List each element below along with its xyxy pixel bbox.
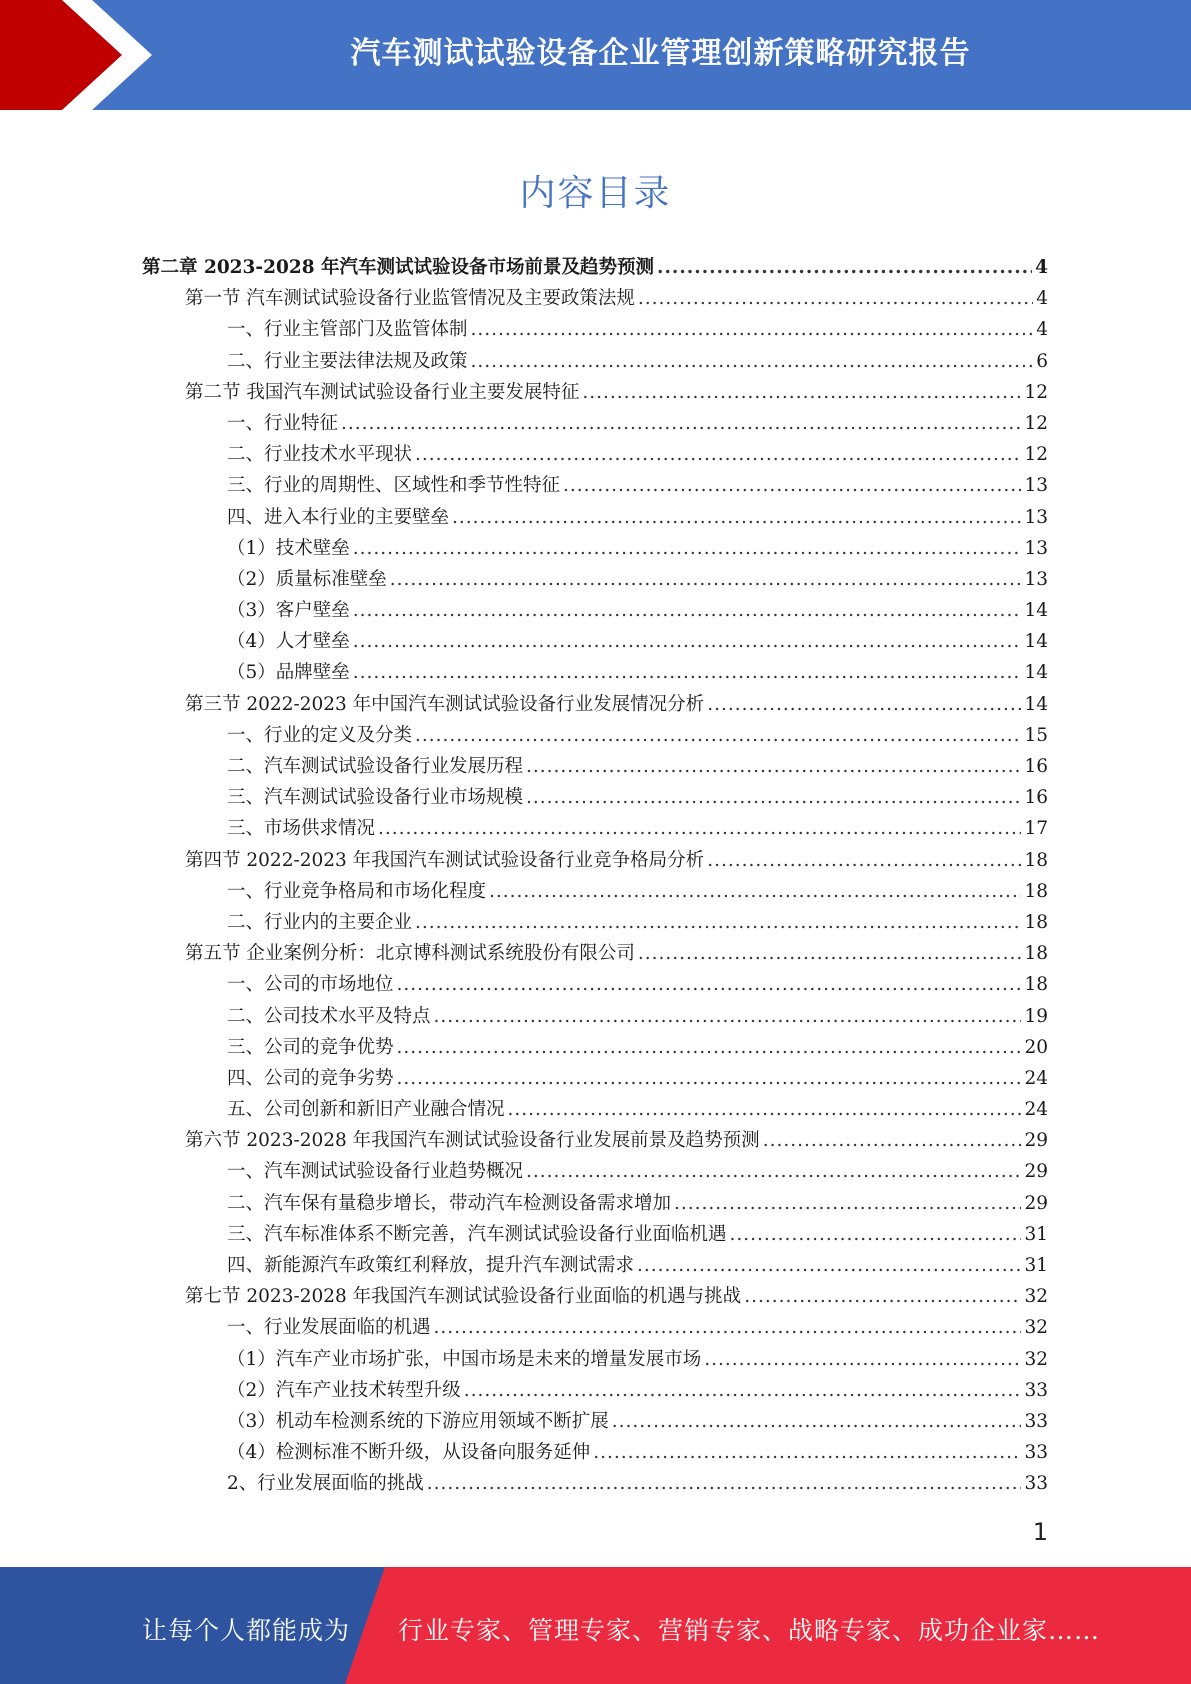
toc-entry[interactable]: [142, 939, 1048, 970]
toc-entry[interactable]: [142, 690, 1048, 721]
toc-leader-dots: [471, 351, 1034, 372]
toc-leader-dots: [704, 1349, 1021, 1370]
toc-entry-page: 14: [1024, 600, 1048, 622]
toc-entry-page: 12: [1024, 444, 1048, 466]
toc-entry[interactable]: [142, 471, 1048, 502]
toc-entry-title: 第五节 企业案例分析：北京博科测试系统股份有限公司: [185, 943, 635, 965]
toc-entry-page: 29: [1024, 1192, 1048, 1214]
toc-leader-dots: [657, 257, 1032, 278]
toc-entry[interactable]: [142, 1407, 1048, 1438]
toc-entry-page: 29: [1024, 1130, 1048, 1152]
toc-leader-dots: [353, 662, 1022, 683]
toc-leader-dots: [489, 881, 1021, 902]
toc-entry[interactable]: [142, 970, 1048, 1001]
toc-leader-dots: [763, 1130, 1022, 1151]
toc-entry-title: 三、行业的周期性、区域性和季节性特征: [227, 475, 561, 497]
toc-entry[interactable]: [142, 596, 1048, 627]
toc-entry[interactable]: [142, 658, 1048, 689]
toc-entry[interactable]: [142, 1345, 1048, 1376]
toc-entry-title: 三、汽车标准体系不断完善，汽车测试试验设备行业面临机遇: [227, 1223, 727, 1245]
toc-entry[interactable]: [142, 440, 1048, 471]
toc-entry-page: 18: [1024, 880, 1048, 902]
toc-entry-page: 4: [1036, 288, 1048, 310]
toc-entry[interactable]: [142, 783, 1048, 814]
toc-entry[interactable]: [142, 565, 1048, 596]
toc-entry[interactable]: [142, 814, 1048, 845]
toc-leader-dots: [744, 1286, 1021, 1307]
toc-entry-title: （3）机动车检测系统的下游应用领域不断扩展: [227, 1410, 609, 1432]
toc-leader-dots: [707, 694, 1021, 715]
toc-entry-title: 一、行业竞争格局和市场化程度: [227, 880, 487, 902]
toc-entry[interactable]: [142, 908, 1048, 939]
toc-entry-page: 19: [1024, 1005, 1048, 1027]
toc-entry[interactable]: [142, 1469, 1048, 1500]
page-number: 1: [1032, 1518, 1048, 1546]
toc-entry-title: 三、公司的竞争优势: [227, 1036, 394, 1058]
toc-entry-title: （1）汽车产业市场扩张，中国市场是未来的增量发展市场: [227, 1348, 702, 1370]
toc-entry-title: （1）技术壁垒: [227, 537, 350, 559]
toc-entry-page: 13: [1024, 506, 1048, 528]
toc-entry-title: 第四节 2022-2023 年我国汽车测试试验设备行业竞争格局分析: [185, 849, 705, 871]
toc-leader-dots: [397, 1068, 1022, 1089]
toc-entry-page: 4: [1035, 257, 1048, 278]
toc-leader-dots: [526, 756, 1021, 777]
toc-entry-title: 四、公司的竞争劣势: [227, 1067, 394, 1089]
toc-entry[interactable]: [142, 1220, 1048, 1251]
toc-entry-title: 二、行业技术水平现状: [227, 444, 413, 466]
toc-leader-dots: [582, 382, 1021, 403]
toc-entry-page: 14: [1024, 662, 1048, 684]
toc-entry-page: 24: [1024, 1099, 1048, 1121]
toc-entry-title: （4）检测标准不断升级，从设备向服务延伸: [227, 1442, 591, 1464]
toc-entry-page: 6: [1036, 350, 1048, 372]
toc-leader-dots: [471, 319, 1034, 340]
toc-entry[interactable]: [142, 409, 1048, 440]
toc-leader-dots: [508, 1099, 1022, 1120]
toc-entry[interactable]: [142, 1095, 1048, 1126]
toc-entry-page: 14: [1024, 693, 1048, 715]
toc-entry-title: （5）品牌壁垒: [227, 662, 350, 684]
toc-leader-dots: [390, 569, 1022, 590]
toc-leader-dots: [526, 1161, 1021, 1182]
toc-entry-title: 二、汽车测试试验设备行业发展历程: [227, 756, 524, 777]
toc-entry-title: 第二章 2023-2028 年汽车测试试验设备市场前景及趋势预测: [142, 257, 655, 278]
page-header: [0, 0, 1191, 110]
toc-entry-title: （3）客户壁垒: [227, 600, 350, 622]
toc-entry-title: 二、行业主要法律法规及政策: [227, 350, 468, 372]
toc-entry[interactable]: [142, 378, 1048, 409]
toc-leader-dots: [464, 1380, 1022, 1401]
toc-entry[interactable]: [142, 877, 1048, 908]
toc-entry-title: 四、新能源汽车政策红利释放，提升汽车测试需求: [227, 1255, 635, 1276]
toc-entry-title: 二、行业内的主要企业: [227, 911, 413, 933]
toc-leader-dots: [415, 725, 1021, 746]
toc-entry-page: 24: [1024, 1067, 1048, 1089]
toc-entry-title: 第七节 2023-2028 年我国汽车测试试验设备行业面临的机遇与挑战: [185, 1286, 742, 1308]
toc-leader-dots: [353, 600, 1022, 621]
toc-entry-title: 一、行业发展面临的机遇: [227, 1317, 431, 1339]
toc-entry-title: 第三节 2022-2023 年中国汽车测试试验设备行业发展情况分析: [185, 693, 705, 715]
toc-leader-dots: [563, 475, 1021, 496]
toc-entry[interactable]: [142, 1189, 1048, 1220]
toc-entry-title: （4）人才壁垒: [227, 631, 350, 653]
toc-entry[interactable]: [142, 347, 1048, 378]
toc-entry-page: 18: [1024, 849, 1048, 871]
toc-entry[interactable]: [142, 253, 1048, 284]
toc-entry-page: 31: [1024, 1255, 1048, 1276]
toc-entry-page: 33: [1024, 1410, 1048, 1432]
toc-entry-page: 29: [1024, 1161, 1048, 1183]
toc-entry[interactable]: [142, 1157, 1048, 1188]
footer-slogan-right: 行业专家、管理专家、营销专家、战略专家、成功企业家……: [398, 1616, 1101, 1645]
toc-entry[interactable]: [142, 627, 1048, 658]
toc-entry-page: 32: [1024, 1348, 1048, 1370]
toc-entry[interactable]: [142, 1438, 1048, 1469]
toc-leader-dots: [341, 413, 1021, 434]
toc-leader-dots: [397, 1037, 1022, 1058]
toc-entry[interactable]: [142, 846, 1048, 877]
toc-leader-dots: [434, 1317, 1022, 1338]
toc-leader-dots: [452, 507, 1021, 528]
toc-entry[interactable]: [142, 1251, 1048, 1282]
toc-leader-dots: [526, 787, 1021, 808]
toc-entry-page: 33: [1024, 1379, 1048, 1401]
table-of-contents: [142, 253, 1048, 1501]
toc-entry-page: 18: [1024, 911, 1048, 933]
toc-leader-dots: [415, 912, 1021, 933]
toc-leader-dots: [434, 1006, 1022, 1027]
toc-entry[interactable]: [142, 752, 1048, 783]
toc-leader-dots: [427, 1473, 1022, 1494]
toc-entry-page: 13: [1024, 475, 1048, 497]
toc-entry-page: 16: [1024, 756, 1048, 777]
toc-entry-title: 第六节 2023-2028 年我国汽车测试试验设备行业发展前景及趋势预测: [185, 1130, 760, 1152]
toc-entry-page: 18: [1024, 943, 1048, 965]
toc-leader-dots: [593, 1442, 1021, 1463]
toc-entry-page: 14: [1024, 631, 1048, 653]
toc-entry-page: 18: [1024, 974, 1048, 996]
toc-leader-dots: [612, 1411, 1022, 1432]
toc-entry[interactable]: [142, 1064, 1048, 1095]
toc-entry[interactable]: [142, 315, 1048, 346]
toc-entry[interactable]: [142, 503, 1048, 534]
toc-entry-title: 一、行业特征: [227, 412, 339, 434]
toc-entry-title: 一、公司的市场地位: [227, 974, 394, 996]
toc-entry-title: 2、行业发展面临的挑战: [227, 1473, 424, 1495]
toc-entry-page: 12: [1024, 381, 1048, 403]
toc-entry-title: 二、汽车保有量稳步增长，带动汽车检测设备需求增加: [227, 1192, 672, 1214]
toc-leader-dots: [637, 1255, 1021, 1276]
toc-entry-page: 16: [1024, 787, 1048, 809]
report-title: 汽车测试试验设备企业管理创新策略研究报告: [350, 36, 971, 71]
toc-leader-dots: [707, 850, 1021, 871]
toc-entry[interactable]: [142, 1282, 1048, 1313]
toc-leader-dots: [730, 1224, 1022, 1245]
page-footer: [0, 1567, 1191, 1684]
toc-leader-dots: [415, 444, 1021, 465]
toc-entry-page: 32: [1024, 1286, 1048, 1308]
toc-entry-page: 33: [1024, 1442, 1048, 1464]
toc-entry-title: 二、公司技术水平及特点: [227, 1005, 431, 1027]
toc-entry-page: 31: [1024, 1223, 1048, 1245]
toc-entry-title: 三、市场供求情况: [227, 818, 376, 840]
toc-entry-page: 32: [1024, 1317, 1048, 1339]
toc-entry-title: 三、汽车测试试验设备行业市场规模: [227, 787, 524, 809]
toc-entry-title: 四、进入本行业的主要壁垒: [227, 506, 450, 528]
toc-leader-dots: [397, 974, 1022, 995]
toc-entry-title: 一、行业的定义及分类: [227, 724, 413, 746]
toc-entry-page: 15: [1024, 724, 1048, 746]
toc-leader-dots: [638, 288, 1033, 309]
toc-leader-dots: [674, 1193, 1021, 1214]
toc-entry-title: 第二节 我国汽车测试试验设备行业主要发展特征: [185, 381, 580, 403]
toc-entry-page: 33: [1024, 1473, 1048, 1495]
toc-leader-dots: [638, 943, 1022, 964]
toc-heading: 内容目录: [519, 173, 672, 214]
toc-entry-title: 一、行业主管部门及监管体制: [227, 319, 468, 341]
toc-leader-dots: [353, 538, 1022, 559]
toc-entry[interactable]: [142, 534, 1048, 565]
toc-entry[interactable]: [142, 1126, 1048, 1157]
toc-entry-title: （2）质量标准壁垒: [227, 568, 387, 590]
toc-entry[interactable]: [142, 1376, 1048, 1407]
toc-leader-dots: [353, 631, 1022, 652]
toc-entry[interactable]: [142, 721, 1048, 752]
toc-entry-page: 13: [1024, 537, 1048, 559]
footer-slogan-left: 让每个人都能成为: [142, 1616, 351, 1645]
toc-entry-title: 第一节 汽车测试试验设备行业监管情况及主要政策法规: [185, 288, 635, 310]
toc-entry-page: 12: [1024, 412, 1048, 434]
toc-entry-page: 4: [1036, 319, 1048, 341]
toc-entry[interactable]: [142, 1002, 1048, 1033]
toc-entry-title: 五、公司创新和新旧产业融合情况: [227, 1099, 505, 1121]
toc-leader-dots: [378, 818, 1021, 839]
toc-entry-page: 20: [1024, 1036, 1048, 1058]
toc-entry-title: 一、汽车测试试验设备行业趋势概况: [227, 1161, 524, 1183]
toc-entry-page: 13: [1024, 568, 1048, 590]
toc-entry[interactable]: [142, 1033, 1048, 1064]
toc-entry[interactable]: [142, 1313, 1048, 1344]
toc-entry-title: （2）汽车产业技术转型升级: [227, 1379, 461, 1401]
toc-entry-page: 17: [1024, 818, 1048, 840]
toc-entry[interactable]: [142, 284, 1048, 315]
